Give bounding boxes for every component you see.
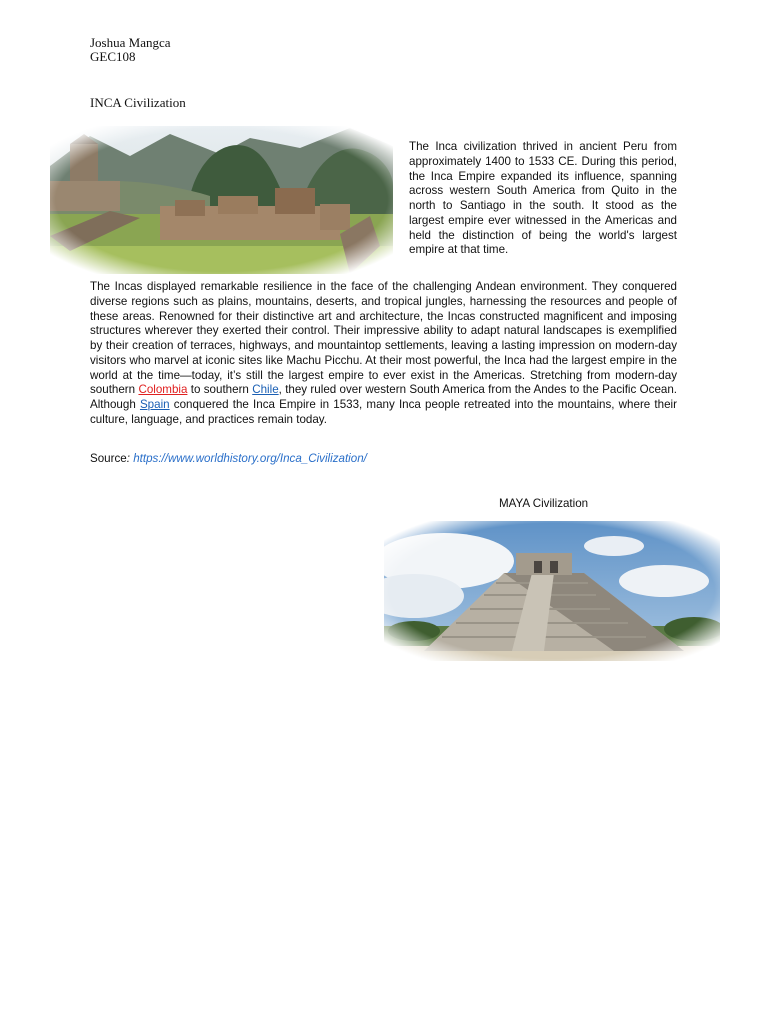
inca-intro-paragraph: The Inca civilization thrived in ancient Peru from approximately 1400 to 1533 CE. During this period, the Inca Empire expanded its influence, spanning across western South America from Quito in the north to Santiago in the south. It stood as the largest empire ever witnessed in the Americas and held the distinction of being the world's largest empire at that time. (409, 140, 677, 257)
spain-link[interactable]: Spain (139, 398, 170, 411)
source-citation (90, 451, 367, 466)
author-name: Joshua Mangca (90, 35, 171, 50)
body-text-1: The Incas displayed remarkable resilience in the face of the challenging Andean environment. They conquered diverse regions such as plains, mountains, deserts, and tropical jungles, harnessing the resources and people of these areas. Renowned for their distinctive art and architecture, the Incas constructed magnificent and imposing structures wherever they exerted their control. Their impressive ability to adapt natural landscapes is exemplified by their creation of terraces, highways, and mountaintop settlements, leaving a lasting impression on modern-day visitors who marvel at iconic sites like Machu Picchu. At their most powerful, the Inca had the largest empire in the world at the time—today, it’s still the largest empire to ever exist in the Americas. Stretching from modern-day southern (90, 280, 677, 397)
maya-heading: MAYA Civilization (499, 497, 589, 510)
course-code: GEC108 (90, 49, 136, 64)
machu-picchu-image (50, 126, 393, 274)
chile-link[interactable]: Chile (252, 383, 279, 397)
chichen-itza-image (384, 521, 720, 661)
source-label: Source (90, 452, 127, 465)
inca-heading: INCA Civilization (90, 95, 186, 110)
inca-body-paragraph (90, 280, 677, 428)
body-text-3: , they ruled over western South America from the Andes to the Pacific Ocean. Although (90, 383, 678, 411)
body-text-2: to southern (187, 383, 253, 397)
colombia-link[interactable]: Colombia (138, 383, 188, 397)
source-url-link[interactable]: https://www.worldhistory.org/Inca_Civilization/ (133, 452, 367, 465)
body-text-4: conquered the Inca Empire in 1533, many Inca people retreated into the mountains, where their culture, language, and practices remain today. (90, 398, 677, 426)
source-colon: : (126, 452, 134, 465)
